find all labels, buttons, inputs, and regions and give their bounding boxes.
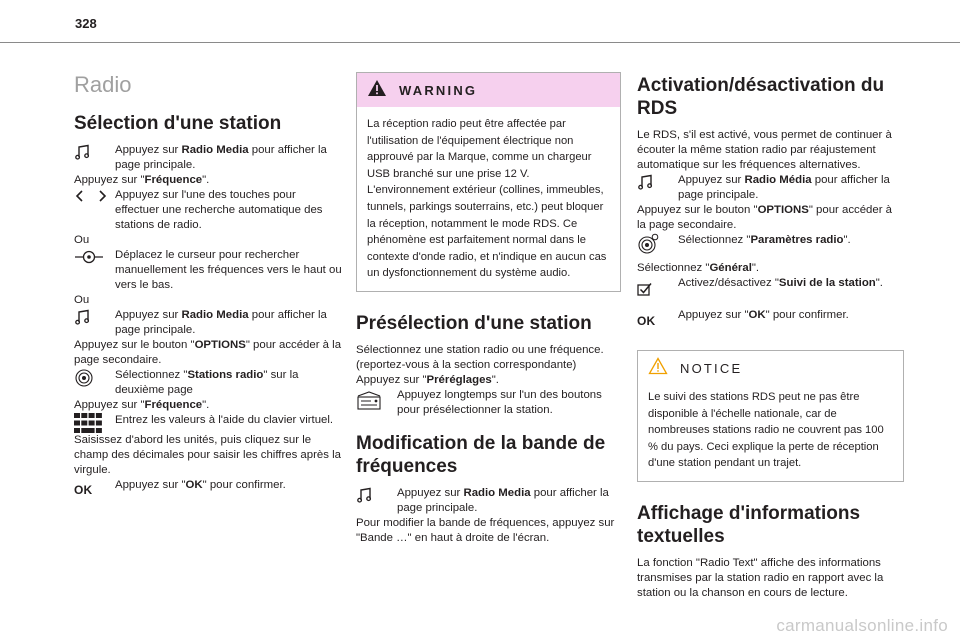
warning-text: La réception radio peut être affectée par l'utilisation de l'équipement électrique non approuvé par la Marque, comme un chargeur USB branché sur une prise 12 V. L'environnement extérieur (collines, immeubles, tunnels, parkings souterrains, etc.) peut bloquer la réception, notamment le mode RDS. Ce phénomène est parfaitement normal dans le contexte d'onde radio, et n'indique en aucun cas un dysfonctionnement du système audio.: [367, 118, 607, 280]
step-radio-media-2: Appuyez sur Radio Media pour afficher la page principale.: [74, 308, 342, 338]
warning-title: WARNING: [399, 82, 478, 98]
heading-rds: Activation/désactivation du RDS: [637, 75, 885, 119]
step-radio-media: Appuyez sur Radio Media pour afficher la page principale.: [74, 143, 342, 173]
warning-triangle-icon: [367, 79, 387, 102]
music-note-icon: [74, 143, 115, 161]
column-presets: WARNING La réception radio peut être affectée par l'utilisation de l'équipement électrique non approuvé par la Marque, comme un chargeur USB branché sur une prise 12 V. L'environnement extérieur (collines, immeubles, tunnels, parkings souterrains, etc.) peut bloquer la réception, notamment le mode RDS. Ce phénomène est parfaitement normal dans le contexte d'onde radio, et n'indique en aucun cas un dysfonctionnement du système audio. Présélection d'une station Sélectionnez une station radio ou une fréquence. (reportez-vous à la section correspondante) Appuyez sur "Préréglages". Appuyez longtemps sur l'un des boutons pour présélectionner la station. Modification de la bande de fréquences Appuyez sur Radio Media pour afficher la page principale. Pour modifier la bande de fréquences, appuyez sur "Bande …" en haut à droite de l'écran.: [356, 72, 621, 546]
notice-title: NOTICE: [680, 360, 743, 376]
heading-preset: Présélection d'une station: [356, 312, 592, 334]
music-note-icon: [637, 173, 678, 191]
notice-box: [637, 350, 904, 482]
step-virtual-keyboard: Entrez les valeurs à l'aide du clavier virtuel.: [74, 413, 342, 433]
ok-icon: OK: [637, 314, 656, 328]
step-radio-media-band: Appuyez sur Radio Media pour afficher la page principale.: [356, 486, 621, 516]
heading-text-info: Affichage d'informations textuelles: [637, 502, 861, 547]
slider-cursor-icon: [74, 248, 115, 266]
step-station-tracking: Activez/désactivez "Suivi de la station".: [637, 276, 904, 296]
step-long-press: Appuyez longtemps sur l'un des boutons pour présélectionner la station.: [356, 388, 621, 418]
step-auto-search: Appuyez sur l'une des touches pour effectuer une recherche automatique des stations de radio.: [74, 188, 342, 233]
column-rds: Activation/désactivation du RDS Le RDS, s'il est activé, vous permet de continuer à écouter la même station radio par réajustement automatique sur les fréquences alternatives. Appuyez sur Radio Média pour afficher la page principale. Appuyez sur le bouton "OPTIONS" pour accéder à la page secondaire. Sélectionnez "Paramètres radio". Sélectionnez "Général". Activez/désactivez "Suivi de la station". OK Appuyez sur "OK" pour confirmer. NOTICE Le suivi des stations RDS peut ne pas être disponible à l'échelle nationale, car de nombreuses stations radio ne couvrent pas 100 % du pays. Ceci explique la perte de réception d'une station pendant un trajet. Affichage d'informations textuelles La fonction "Radio Text" affiche des informations transmises par la station radio en rapport avec la station ou la chanson en cours de lecture.: [637, 74, 904, 601]
step-manual-slider: Déplacez le curseur pour rechercher manuellement les fréquences vers le haut ou vers le bas.: [74, 248, 342, 293]
instruction-options: Appuyez sur le bouton "OPTIONS" pour accéder à la page secondaire.: [74, 339, 342, 366]
step-radio-media-rds: Appuyez sur Radio Média pour afficher la page principale.: [637, 173, 904, 203]
instruction-units: Saisissez d'abord les unités, puis cliquez sur le champ des décimales pour saisir les chiffres après la virgule.: [74, 434, 341, 476]
radio-signal-icon: [74, 368, 115, 388]
column-radio: [74, 68, 342, 497]
header-divider: [0, 42, 960, 43]
radio-settings-icon: [637, 233, 678, 255]
preset-antenna-icon: [356, 388, 397, 412]
step-ok: OK Appuyez sur "OK" pour confirmer.: [74, 479, 286, 497]
keyboard-grid-icon: [74, 413, 115, 433]
warning-box: [356, 72, 621, 292]
music-note-icon: [74, 308, 115, 326]
step-ok-rds: OK Appuyez sur "OK" pour confirmer.: [637, 309, 849, 328]
heading-station-selection: Sélection d'une station: [74, 113, 282, 134]
ok-icon: OK: [74, 483, 93, 497]
music-note-icon: [356, 486, 397, 504]
instruction-frequence-2: Appuyez sur "Fréquence".: [74, 399, 210, 411]
watermark: carmanualsonline.info: [776, 616, 948, 635]
or-text: Ou: [74, 234, 90, 246]
section-title: Radio: [74, 72, 132, 97]
notice-text: Le suivi des stations RDS peut ne pas être disponible à l'échelle nationale, car de nombreuses stations radio ne couvrent pas 100 % du pays. Ceci explique la perte de réception d'une station pendant un trajet.: [648, 391, 884, 470]
step-radio-settings: Sélectionnez "Paramètres radio".: [637, 233, 904, 255]
step-stations-radio: Sélectionnez "Stations radio" sur la deuxième page: [74, 368, 342, 398]
heading-band: Modification de la bande de fréquences: [356, 432, 606, 477]
chevron-left-right-icon: [74, 188, 115, 204]
or-text: Ou: [74, 294, 90, 306]
checkbox-checked-icon: [637, 276, 678, 296]
notice-triangle-icon: [648, 357, 668, 380]
instruction-frequence: Appuyez sur "Fréquence".: [74, 174, 210, 186]
page-number: 328: [75, 16, 97, 31]
